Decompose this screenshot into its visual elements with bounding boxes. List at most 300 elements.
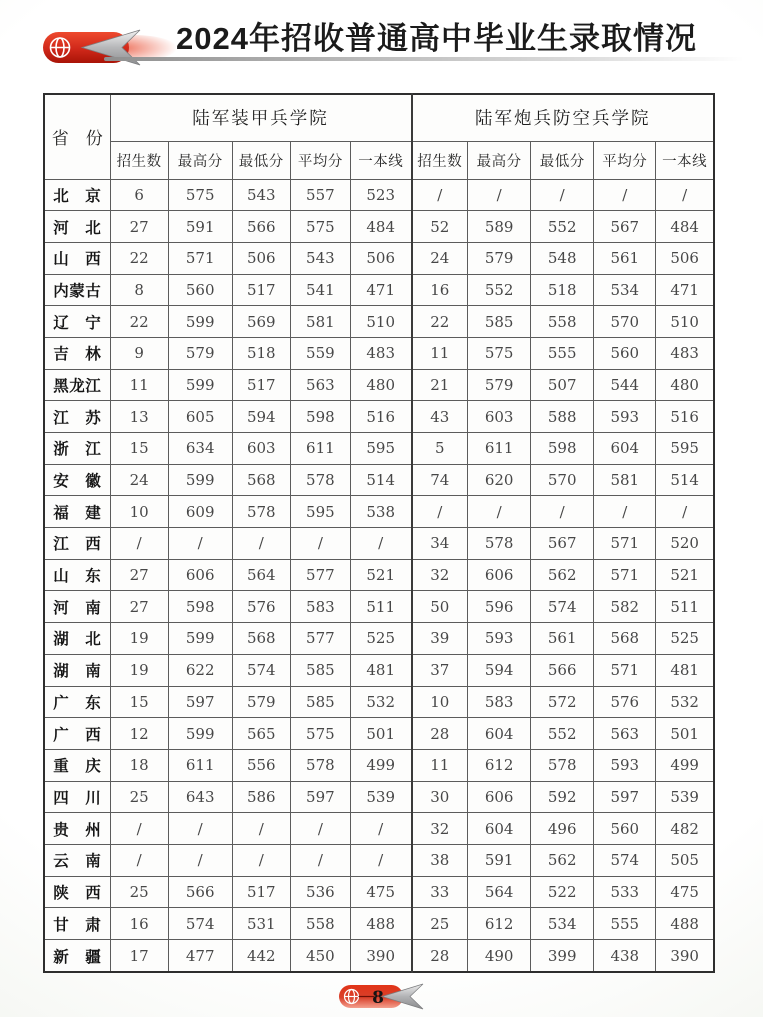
score-cell: 559 (290, 337, 350, 369)
score-cell: 603 (232, 433, 290, 465)
score-cell: 50 (412, 591, 468, 623)
header-banner (0, 0, 763, 80)
score-cell: 575 (468, 337, 531, 369)
table-row (44, 401, 714, 433)
score-cell: 543 (232, 179, 290, 211)
score-cell: 514 (656, 464, 714, 496)
score-cell: 34 (412, 528, 468, 560)
score-cell: 499 (656, 749, 714, 781)
score-cell: 566 (168, 876, 232, 908)
score-cell: 438 (594, 940, 656, 973)
province-cell: 新 疆 (44, 940, 110, 973)
score-cell: 594 (468, 654, 531, 686)
score-cell: 27 (110, 211, 168, 243)
score-cell: / (232, 528, 290, 560)
score-cell: 574 (594, 844, 656, 876)
score-cell: 595 (656, 433, 714, 465)
score-cell: 594 (232, 401, 290, 433)
score-cell: 511 (656, 591, 714, 623)
score-cell: 566 (232, 211, 290, 243)
table-row (44, 654, 714, 686)
score-cell: 578 (468, 528, 531, 560)
subheader-artillery-2: 最低分 (531, 141, 594, 179)
score-cell: / (168, 844, 232, 876)
score-cell: / (531, 496, 594, 528)
score-cell: 577 (290, 623, 350, 655)
province-cell: 陕 西 (44, 876, 110, 908)
table-row (44, 433, 714, 465)
score-cell: 480 (656, 369, 714, 401)
score-cell: 585 (290, 654, 350, 686)
score-cell: 552 (531, 718, 594, 750)
score-cell: 578 (290, 464, 350, 496)
province-cell: 福 建 (44, 496, 110, 528)
table-row (44, 908, 714, 940)
score-cell: 599 (168, 464, 232, 496)
score-cell: 575 (290, 211, 350, 243)
province-cell: 湖 南 (44, 654, 110, 686)
score-cell: 586 (232, 781, 290, 813)
score-cell: 22 (110, 242, 168, 274)
subheader-armored-1: 最高分 (168, 141, 232, 179)
score-cell: 442 (232, 940, 290, 973)
province-column-header: 省 份 (44, 94, 110, 179)
score-cell: / (412, 496, 468, 528)
score-cell: 581 (594, 464, 656, 496)
score-cell: 471 (350, 274, 411, 306)
score-cell: / (290, 844, 350, 876)
table-row (44, 369, 714, 401)
score-cell: 10 (412, 686, 468, 718)
score-cell: / (594, 179, 656, 211)
score-cell: 620 (468, 464, 531, 496)
page-number: 8 (372, 988, 384, 1008)
score-cell: 43 (412, 401, 468, 433)
score-cell: 5 (412, 433, 468, 465)
score-cell: 634 (168, 433, 232, 465)
province-cell: 内蒙古 (44, 274, 110, 306)
score-cell: 604 (468, 718, 531, 750)
table-row (44, 274, 714, 306)
score-cell: 505 (656, 844, 714, 876)
score-cell: 510 (656, 306, 714, 338)
college-header-row (44, 94, 714, 141)
score-cell: 571 (594, 528, 656, 560)
score-cell: 568 (232, 464, 290, 496)
score-cell: 483 (656, 337, 714, 369)
score-cell: 521 (656, 559, 714, 591)
province-cell: 山 西 (44, 242, 110, 274)
score-cell: / (468, 179, 531, 211)
score-cell: 532 (656, 686, 714, 718)
score-cell: 622 (168, 654, 232, 686)
score-cell: 482 (656, 813, 714, 845)
college-header-armored: 陆军装甲兵学院 (110, 94, 411, 141)
score-cell: 575 (290, 718, 350, 750)
score-cell: / (412, 179, 468, 211)
score-cell: 520 (656, 528, 714, 560)
score-cell: 582 (594, 591, 656, 623)
score-cell: 30 (412, 781, 468, 813)
score-cell: 597 (290, 781, 350, 813)
score-cell: 599 (168, 369, 232, 401)
score-cell: 592 (531, 781, 594, 813)
score-cell: 15 (110, 686, 168, 718)
score-cell: 506 (350, 242, 411, 274)
table-row (44, 591, 714, 623)
score-cell: 19 (110, 654, 168, 686)
score-cell: 609 (168, 496, 232, 528)
score-cell: 567 (531, 528, 594, 560)
score-cell: 481 (350, 654, 411, 686)
score-cell: 571 (594, 559, 656, 591)
score-cell: / (110, 528, 168, 560)
score-cell: 606 (168, 559, 232, 591)
score-cell: 583 (468, 686, 531, 718)
score-cell: 591 (168, 211, 232, 243)
score-cell: 518 (232, 337, 290, 369)
score-cell: 560 (594, 337, 656, 369)
score-cell: 606 (468, 559, 531, 591)
score-cell: 544 (594, 369, 656, 401)
score-cell: 548 (531, 242, 594, 274)
subheader-artillery-3: 平均分 (594, 141, 656, 179)
table-row (44, 306, 714, 338)
score-cell: / (468, 496, 531, 528)
score-cell: 565 (232, 718, 290, 750)
score-cell: 24 (412, 242, 468, 274)
subheader-artillery-1: 最高分 (468, 141, 531, 179)
score-cell: 532 (350, 686, 411, 718)
score-cell: 52 (412, 211, 468, 243)
score-cell: 576 (594, 686, 656, 718)
score-cell: 576 (232, 591, 290, 623)
score-cell: 518 (531, 274, 594, 306)
score-cell: 37 (412, 654, 468, 686)
subheader-artillery-0: 招生数 (412, 141, 468, 179)
province-cell: 河 北 (44, 211, 110, 243)
score-cell: / (110, 844, 168, 876)
score-cell: 643 (168, 781, 232, 813)
score-cell: 585 (290, 686, 350, 718)
score-cell: 575 (168, 179, 232, 211)
score-cell: 579 (168, 337, 232, 369)
province-cell: 广 西 (44, 718, 110, 750)
score-cell: 10 (110, 496, 168, 528)
score-cell: 390 (350, 940, 411, 973)
score-cell: / (290, 528, 350, 560)
score-cell: 543 (290, 242, 350, 274)
subheader-armored-0: 招生数 (110, 141, 168, 179)
college-header-artillery: 陆军炮兵防空兵学院 (412, 94, 714, 141)
subheader-artillery-4: 一本线 (656, 141, 714, 179)
table-container (43, 93, 715, 973)
score-cell: 563 (594, 718, 656, 750)
score-cell: 541 (290, 274, 350, 306)
score-cell: 564 (232, 559, 290, 591)
score-cell: 399 (531, 940, 594, 973)
table-row (44, 242, 714, 274)
score-cell: 558 (531, 306, 594, 338)
score-cell: 28 (412, 718, 468, 750)
score-cell: 606 (468, 781, 531, 813)
subheader-armored-4: 一本线 (350, 141, 411, 179)
score-cell: 567 (594, 211, 656, 243)
score-cell: 579 (232, 686, 290, 718)
score-cell: 612 (468, 749, 531, 781)
score-cell: 18 (110, 749, 168, 781)
score-cell: 579 (468, 242, 531, 274)
score-cell: 517 (232, 369, 290, 401)
score-cell: 25 (110, 876, 168, 908)
score-cell: / (168, 813, 232, 845)
table-row (44, 496, 714, 528)
table-row (44, 686, 714, 718)
score-cell: 501 (350, 718, 411, 750)
score-cell: 598 (290, 401, 350, 433)
province-cell: 吉 林 (44, 337, 110, 369)
score-cell: 562 (531, 844, 594, 876)
score-cell: 9 (110, 337, 168, 369)
table-row (44, 844, 714, 876)
score-cell: 13 (110, 401, 168, 433)
score-cell: 516 (350, 401, 411, 433)
score-cell: 558 (290, 908, 350, 940)
score-cell: 533 (594, 876, 656, 908)
score-cell: / (656, 496, 714, 528)
table-row (44, 211, 714, 243)
table-row (44, 749, 714, 781)
score-cell: 539 (656, 781, 714, 813)
score-cell: 539 (350, 781, 411, 813)
score-cell: / (168, 528, 232, 560)
score-cell: 555 (531, 337, 594, 369)
score-cell: 517 (232, 876, 290, 908)
score-cell: 578 (290, 749, 350, 781)
score-cell: 6 (110, 179, 168, 211)
score-cell: 481 (656, 654, 714, 686)
score-cell: 611 (468, 433, 531, 465)
score-cell: 561 (531, 623, 594, 655)
table-row (44, 179, 714, 211)
score-cell: 32 (412, 813, 468, 845)
score-cell: 598 (168, 591, 232, 623)
score-cell: 569 (232, 306, 290, 338)
score-cell: 525 (350, 623, 411, 655)
score-cell: 506 (656, 242, 714, 274)
score-cell: 605 (168, 401, 232, 433)
score-cell: / (594, 496, 656, 528)
table-row (44, 559, 714, 591)
score-cell: 596 (468, 591, 531, 623)
subheader-row (44, 141, 714, 179)
score-cell: / (350, 528, 411, 560)
score-cell: 574 (531, 591, 594, 623)
province-cell: 四 川 (44, 781, 110, 813)
score-cell: 568 (594, 623, 656, 655)
score-cell: 16 (412, 274, 468, 306)
score-cell: / (290, 813, 350, 845)
table-row (44, 464, 714, 496)
score-cell: 604 (468, 813, 531, 845)
score-cell: 522 (531, 876, 594, 908)
score-cell: / (110, 813, 168, 845)
score-cell: 611 (168, 749, 232, 781)
score-cell: 19 (110, 623, 168, 655)
province-cell: 云 南 (44, 844, 110, 876)
score-cell: 578 (531, 749, 594, 781)
score-cell: 560 (594, 813, 656, 845)
score-cell: 563 (290, 369, 350, 401)
score-cell: 581 (290, 306, 350, 338)
score-cell: 21 (412, 369, 468, 401)
province-cell: 黑龙江 (44, 369, 110, 401)
score-cell: 517 (232, 274, 290, 306)
score-cell: 475 (656, 876, 714, 908)
table-row (44, 940, 714, 973)
province-cell: 辽 宁 (44, 306, 110, 338)
province-cell: 甘 肃 (44, 908, 110, 940)
score-cell: 531 (232, 908, 290, 940)
score-cell: 536 (290, 876, 350, 908)
score-cell: 17 (110, 940, 168, 973)
score-cell: 490 (468, 940, 531, 973)
score-cell: 488 (656, 908, 714, 940)
score-cell: 538 (350, 496, 411, 528)
score-cell: 506 (232, 242, 290, 274)
score-cell: 8 (110, 274, 168, 306)
score-cell: 578 (232, 496, 290, 528)
score-cell: 516 (656, 401, 714, 433)
score-cell: 570 (594, 306, 656, 338)
table-row (44, 876, 714, 908)
score-cell: 523 (350, 179, 411, 211)
score-cell: 555 (594, 908, 656, 940)
score-cell: 471 (656, 274, 714, 306)
table-row (44, 781, 714, 813)
province-cell: 浙 江 (44, 433, 110, 465)
score-cell: 510 (350, 306, 411, 338)
score-cell: 475 (350, 876, 411, 908)
score-cell: 604 (594, 433, 656, 465)
score-cell: 39 (412, 623, 468, 655)
score-cell: 499 (350, 749, 411, 781)
score-cell: 11 (412, 749, 468, 781)
page-number-marker (338, 982, 424, 1012)
province-cell: 湖 北 (44, 623, 110, 655)
score-cell: 571 (594, 654, 656, 686)
subheader-armored-3: 平均分 (290, 141, 350, 179)
score-cell: 525 (656, 623, 714, 655)
score-cell: / (531, 179, 594, 211)
score-cell: 599 (168, 306, 232, 338)
table-row (44, 718, 714, 750)
score-cell: 561 (594, 242, 656, 274)
province-cell: 江 苏 (44, 401, 110, 433)
score-cell: 25 (412, 908, 468, 940)
province-cell: 安 徽 (44, 464, 110, 496)
score-cell: 571 (168, 242, 232, 274)
score-cell: / (350, 844, 411, 876)
score-cell: 583 (290, 591, 350, 623)
score-cell: 496 (531, 813, 594, 845)
table-row (44, 528, 714, 560)
score-cell: 33 (412, 876, 468, 908)
score-cell: / (232, 844, 290, 876)
score-cell: 593 (594, 749, 656, 781)
score-cell: 591 (468, 844, 531, 876)
score-cell: 450 (290, 940, 350, 973)
score-cell: 588 (531, 401, 594, 433)
score-cell: 556 (232, 749, 290, 781)
score-cell: 579 (468, 369, 531, 401)
score-cell: 597 (594, 781, 656, 813)
score-cell: 484 (656, 211, 714, 243)
page-title: 2024年招收普通高中毕业生录取情况 (176, 21, 697, 56)
score-cell: 22 (412, 306, 468, 338)
province-cell: 山 东 (44, 559, 110, 591)
score-cell: 390 (656, 940, 714, 973)
score-cell: 501 (656, 718, 714, 750)
score-cell: 585 (468, 306, 531, 338)
score-cell: 612 (468, 908, 531, 940)
score-cell: 560 (168, 274, 232, 306)
score-cell: 74 (412, 464, 468, 496)
score-cell: 11 (110, 369, 168, 401)
score-cell: 28 (412, 940, 468, 973)
score-cell: 593 (468, 623, 531, 655)
province-cell: 贵 州 (44, 813, 110, 845)
score-cell: 611 (290, 433, 350, 465)
score-cell: 552 (468, 274, 531, 306)
score-cell: 27 (110, 559, 168, 591)
score-cell: 477 (168, 940, 232, 973)
admissions-table (43, 93, 715, 973)
table-row (44, 337, 714, 369)
score-cell: 599 (168, 623, 232, 655)
score-cell: 32 (412, 559, 468, 591)
score-cell: 25 (110, 781, 168, 813)
province-cell: 江 西 (44, 528, 110, 560)
score-cell: 552 (531, 211, 594, 243)
score-cell: 593 (594, 401, 656, 433)
title-underline-rule (104, 57, 744, 61)
score-cell: 16 (110, 908, 168, 940)
score-cell: 484 (350, 211, 411, 243)
score-cell: 511 (350, 591, 411, 623)
province-cell: 河 南 (44, 591, 110, 623)
table-row (44, 813, 714, 845)
score-cell: 572 (531, 686, 594, 718)
score-cell: 568 (232, 623, 290, 655)
score-cell: 480 (350, 369, 411, 401)
score-cell: 24 (110, 464, 168, 496)
score-cell: 521 (350, 559, 411, 591)
score-cell: 589 (468, 211, 531, 243)
score-cell: 15 (110, 433, 168, 465)
score-cell: 557 (290, 179, 350, 211)
score-cell: 597 (168, 686, 232, 718)
province-cell: 重 庆 (44, 749, 110, 781)
score-cell: 562 (531, 559, 594, 591)
score-cell: 577 (290, 559, 350, 591)
score-cell: 507 (531, 369, 594, 401)
subheader-armored-2: 最低分 (232, 141, 290, 179)
score-cell: 574 (168, 908, 232, 940)
score-cell: 488 (350, 908, 411, 940)
score-cell: / (232, 813, 290, 845)
score-cell: 514 (350, 464, 411, 496)
